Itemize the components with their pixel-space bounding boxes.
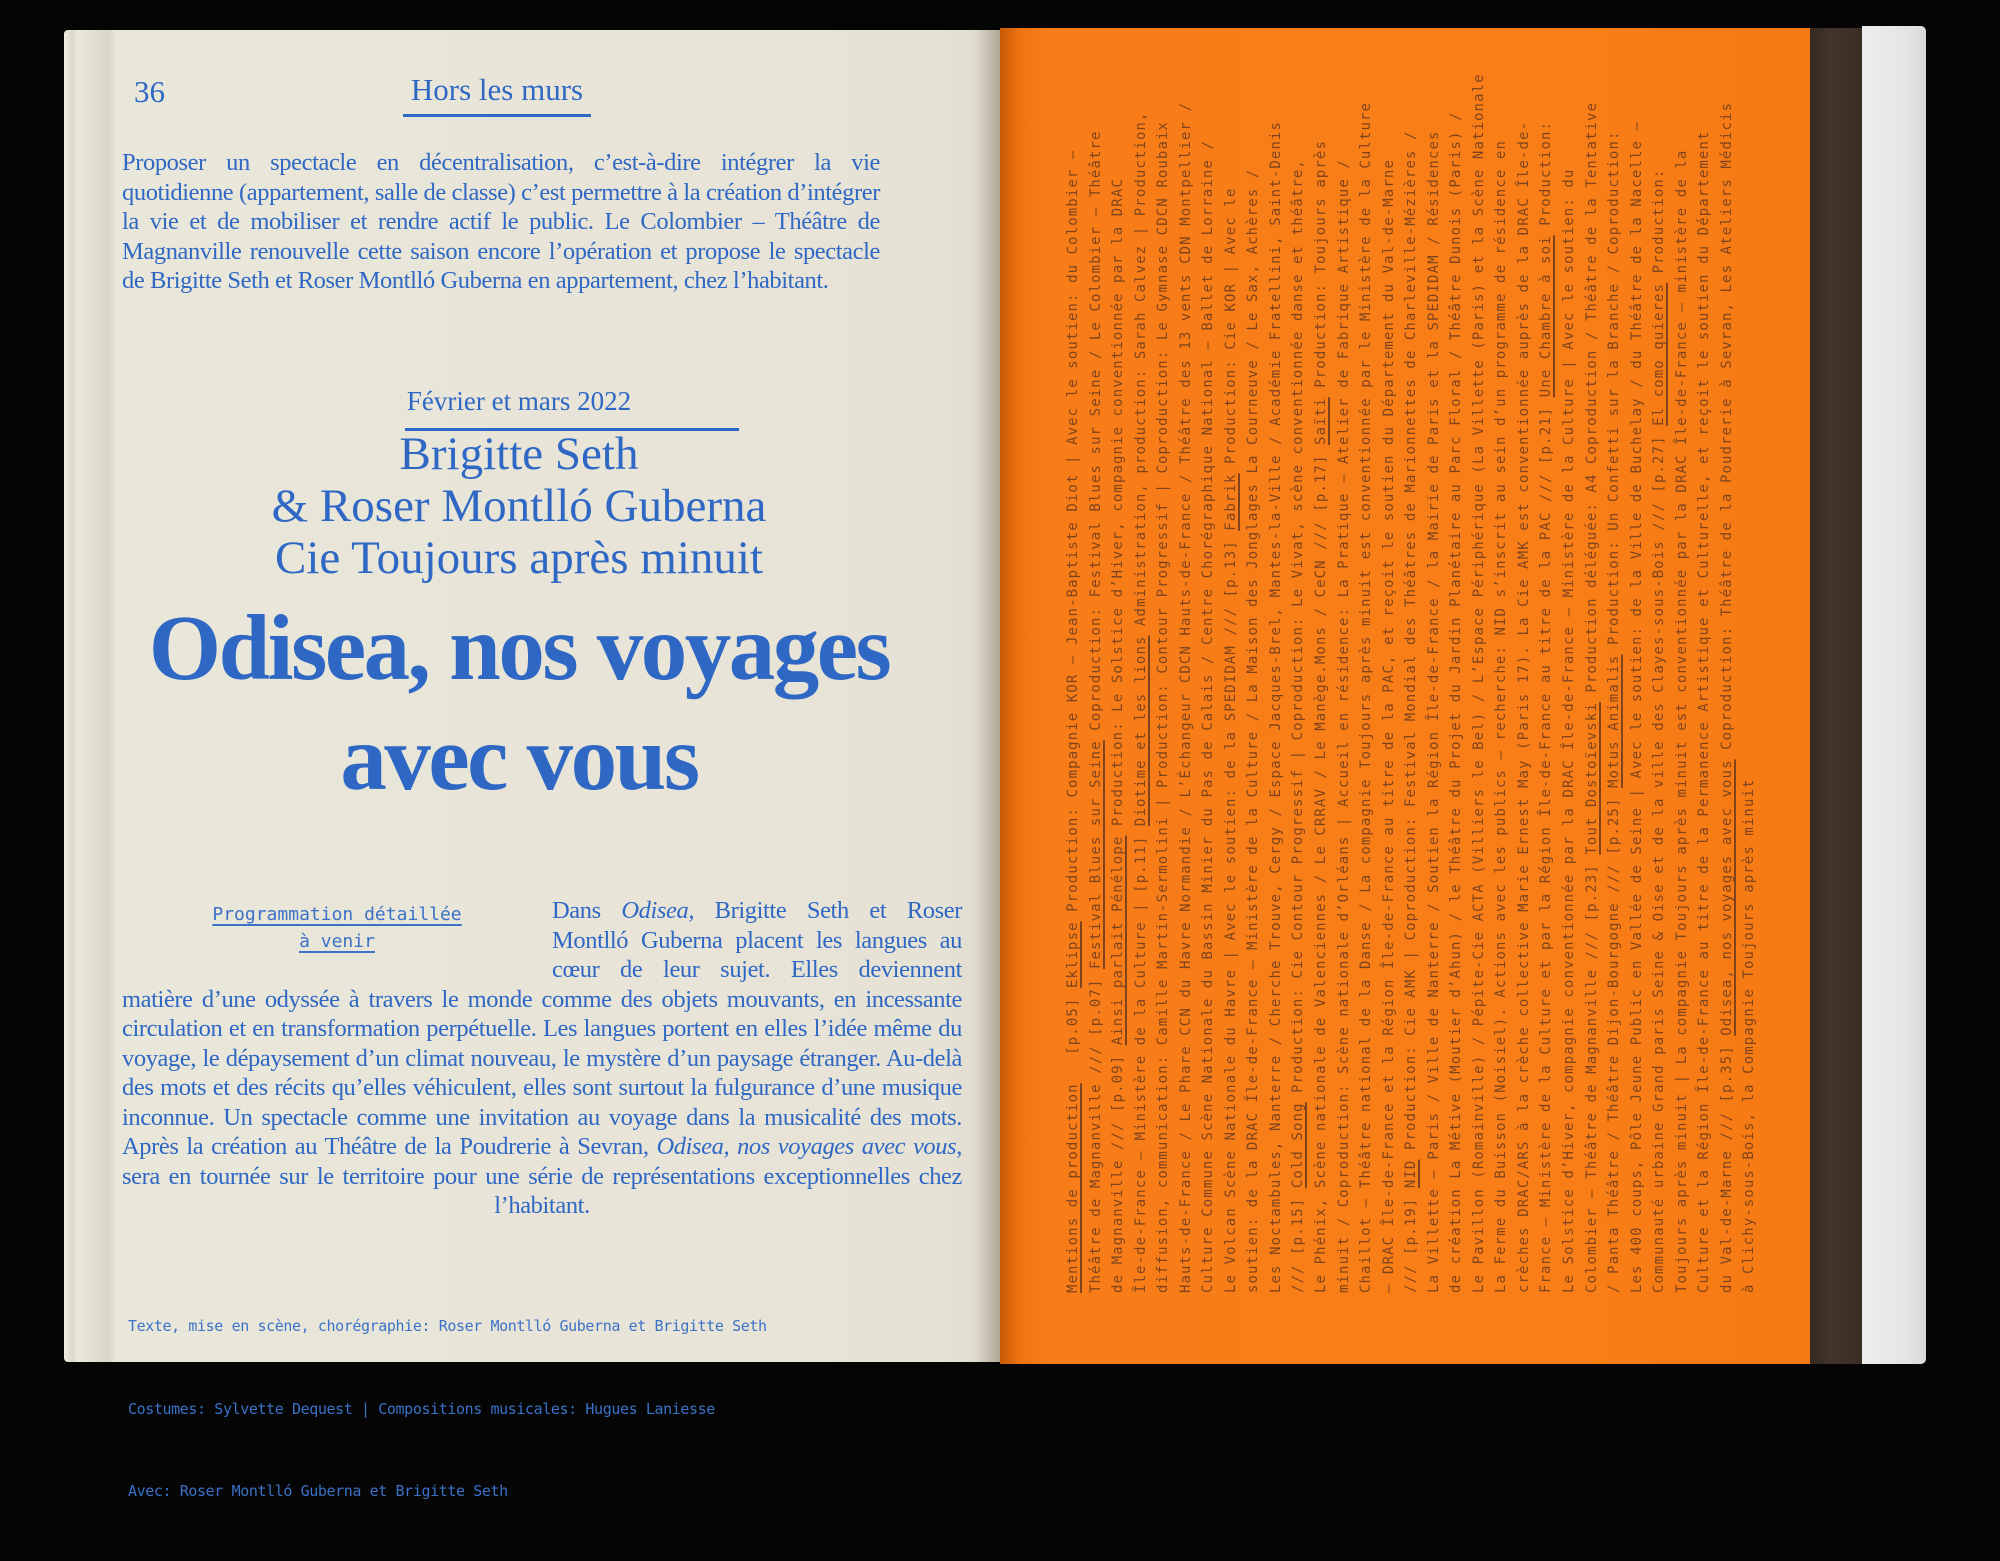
show-title-line: avec vous	[340, 707, 698, 810]
credit-line: – DRAC Île-de-France et la Région Île-de-France au titre de la PAC, et reçoit le soutien du Département du Val-de-Marne	[1380, 159, 1397, 1293]
credit-line: Chaillot – Théâtre national de la Danse / La compagnie Toujours après minuit est conventionnée par le Ministère de la Culture	[1358, 101, 1375, 1293]
credit-line: Le Solstice d’Hiver, compagnie conventionnée par la DRAC Île-de-France – Ministère de la Culture | Avec le soutien: du	[1561, 168, 1578, 1293]
credit-line: La Villette – Paris / Ville de Nanterre / Soutien la Région Île-de-France / la Mairie de Paris et la SPEDIDAM / Résidences	[1425, 130, 1442, 1293]
show-title-line: Odisea, nos voyages	[148, 597, 890, 700]
artist-name-line: & Roser Montlló Guberna	[271, 480, 767, 532]
company-line: Cie Toujours après minuit	[275, 532, 763, 584]
credits-line: Costumes: Sylvette Dequest | Compositions musicales: Hugues Laniesse	[128, 1399, 715, 1418]
credit-line: Colombier – Théâtre de Magnanville /// [p.23] Tout Dostoïevski Production déléguée: A4 Coproduction / Théâtre de la Tentative	[1583, 101, 1600, 1293]
credit-line: Communauté urbaine Grand paris Seine & Oise et de la ville des Clayes-sous-Bois /// [p.27] El como quieres Production:	[1651, 168, 1668, 1293]
credit-line: crèches DRAC/ARS à la crèche collective Marie Ernest May (Paris 17). La Cie AMK est conventionnée auprès de la DRAC Île-de-	[1515, 120, 1532, 1293]
program-note-line: à venir	[299, 931, 375, 952]
body-paragraph: Dans Odisea, Brigitte Seth et Roser Montlló Guberna placent les langues au cœur de leur sujet. Elles deviennent matière d’une odyssée à travers le monde comme des objets mouvants, en incessante circulation et en transformation perpétuelle. Les langues portent en elles l’idée même du voyage, le dépaysement d’un climat nouveau, le mystère d’un paysage étranger. Au-delà des mots et des récits qu’elles véhiculent, elles sont surtout la fulgurance d’une musique inconnue. Un spectacle comme une invitation au voyage dans la musicalité des mots. Après la création au Théâtre de la Poudrerie à Sevran, Odisea, nos voyages avec vous, sera en tournée sur le territoire pour une série de représentations exceptionnelles chez l’habitant.	[122, 897, 962, 1219]
credit-line: Mentions de production [p.05] Eklipse Production: Compagnie KOR – Jean-Baptiste Diot | Avec le soutien: du Colombier –	[1065, 149, 1081, 1293]
section-header-label: Hors les murs	[403, 72, 591, 117]
date-heading: Février et mars 2022	[406, 386, 632, 416]
credits-line: Texte, mise en scène, chorégraphie: Roser Montlló Guberna et Brigitte Seth	[128, 1317, 767, 1335]
intro-paragraph: Proposer un spectacle en décentralisation, c’est-à-dire intégrer la vie quotidienne (appartement, salle de classe) c’est permettre à la création d’intégrer la vie et de mobiliser et rendre actif le public. Le Colombier – Théâtre de Magnanville renouvelle cette saison encore l’opération et propose le spectacle de Brigitte Seth et Roser Montlló Guberna en appartement, chez l’habitant.	[122, 149, 880, 294]
credit-line: France – Ministère de la Culture et par la Région Île-de-France au titre de la PAC /// [p.21] Une Chambre à soi Production:	[1538, 120, 1555, 1293]
show-title	[74, 594, 964, 814]
credit-line: du Val-de-Marne /// [p.35] Odisea, nos voyages avec vous Coproduction: Théâtre de la Poudrerie à Sevran, Les Ateliers Médicis	[1718, 101, 1735, 1293]
artists-block	[74, 428, 964, 584]
credit-line: diffusion, communication: Camille Martin-Sermolini | Production: Contour Progressif | Coproduction: Le Gymnase CDCN Roubaix	[1155, 120, 1172, 1293]
credit-line: de Magnanville /// [p.09] Ainsi parlait Pénélope Production: Le Solstice d’Hiver, compagnie conventionnée par la DRAC	[1110, 178, 1127, 1293]
program-note	[122, 896, 552, 955]
credit-line: Île-de-France – Ministère de la Culture | [p.11] Diotime et les lions Administration, production: Sarah Calvez | Production,	[1132, 111, 1149, 1293]
credit-line: Culture Commune Scène Nationale du Bassin Minier du Pas de Calais / Centre Chorégraphique National – Ballet de Lorraine /	[1200, 140, 1217, 1293]
credit-line: Le Volcan Scène Nationale du Havre | Avec le soutien: de la SPEDIDAM /// [p.13] Fabrik Production: Cie KOR | Avec le	[1222, 187, 1239, 1293]
production-credits-rotated	[1062, 73, 1762, 1293]
credit-line: soutien: de la DRAC Île-de-France – Ministère de la Culture / La Maison des Jonglages La Courneuve / Le Sax, Achères /	[1245, 168, 1262, 1293]
page-edge-white	[1862, 26, 1926, 1364]
artist-name-line: Brigitte Seth	[399, 428, 639, 480]
spine-brown-band	[1810, 28, 1862, 1364]
page-number: 36	[134, 74, 165, 109]
credit-line: Le Phénix, Scène nationale de Valenciennes / Le CRRAV / Le Manège.Mons / CeCN /// [p.17] Saïti Production: Toujours après	[1313, 140, 1330, 1293]
credit-line: /// [p.19] NID Production: Cie AMK | Coproduction: Festival Mondial des Théâtres de Marionnettes de Charleville-Mézières /	[1403, 130, 1420, 1293]
left-page	[64, 30, 1000, 1500]
credit-line: minuit / Coproduction: Scène nationale d’Orléans | Accueil en résidence: La Pratique – Atelier de Fabrique Artistique /	[1335, 159, 1352, 1293]
credit-line: Hauts-de-France / Le Phare CCN du Havre Normandie / L’Échangeur CDCN Hauts-de-France / Théâtre des 13 vents CDN Montpellier /	[1177, 101, 1194, 1293]
credits-line: Avec: Roser Montlló Guberna et Brigitte Seth	[128, 1482, 508, 1500]
credit-line: /// [p.15] Cold Song Production: Cie Contour Progressif | Coproduction: Le Vivat, scène conventionnée danse et théâtre,	[1290, 159, 1307, 1293]
credit-line: de création La Métive (Moutier d’Ahun) / le Théâtre du Projet du Jardin Planétaire au Parc Floral / Théâtre Dunois (Paris) /	[1448, 111, 1465, 1293]
credit-line: à Clichy-sous-Bois, la Compagnie Toujours après minuit	[1741, 778, 1758, 1293]
credit-line: Le Pavillon (Romainville) / Pépite-Cie ACTA (Villiers le Bel) / L’Espace Périphérique (La Villette (Paris) et la Scène Nationale	[1470, 73, 1487, 1293]
credits-block	[128, 1258, 767, 1561]
credit-line: Les 400 coups, Pôle Jeune Public en Vallée de Seine | Avec le soutien: de la Ville de Buchelay / du Théâtre de la Nacelle –	[1628, 120, 1645, 1293]
right-page	[1000, 28, 1810, 1364]
credit-line: Culture et la Région Île-de-France au titre de la Permanence Artistique et Culturelle, et reçoit le soutien du Département	[1696, 130, 1713, 1293]
gutter-shadow	[974, 30, 1000, 1362]
credit-line: Toujours après minuit | La compagnie Toujours après minuit est conventionnée par la DRAC Île-de-France – ministère de la	[1673, 149, 1690, 1293]
credit-line: Les Noctambules, Nanterre / Cherche Trouve, Cergy / Espace Jacques-Brel, Mantes-la-Ville / Académie Fratellini, Saint-Denis	[1267, 120, 1284, 1293]
program-note-line: Programmation détaillée	[212, 904, 462, 925]
credit-line: / Panta Théâtre / Théâtre Dijon-Bourgogne /// [p.25] Motus Animalis Production: Un Confetti sur la Branche / Coproduction:	[1606, 130, 1623, 1293]
body-section	[122, 896, 962, 1221]
section-header	[94, 72, 900, 117]
credit-line: La Ferme du Buisson (Noisiel). Actions avec les publics – recherche: NID s’inscrit au sein d’un programme de résidence en	[1493, 140, 1510, 1293]
credit-line: Théâtre de Magnanville /// [p.07] Festival Blues sur Seine Coproduction: Festival Blues sur Seine / Le Colombier – Théâtre	[1087, 130, 1104, 1293]
